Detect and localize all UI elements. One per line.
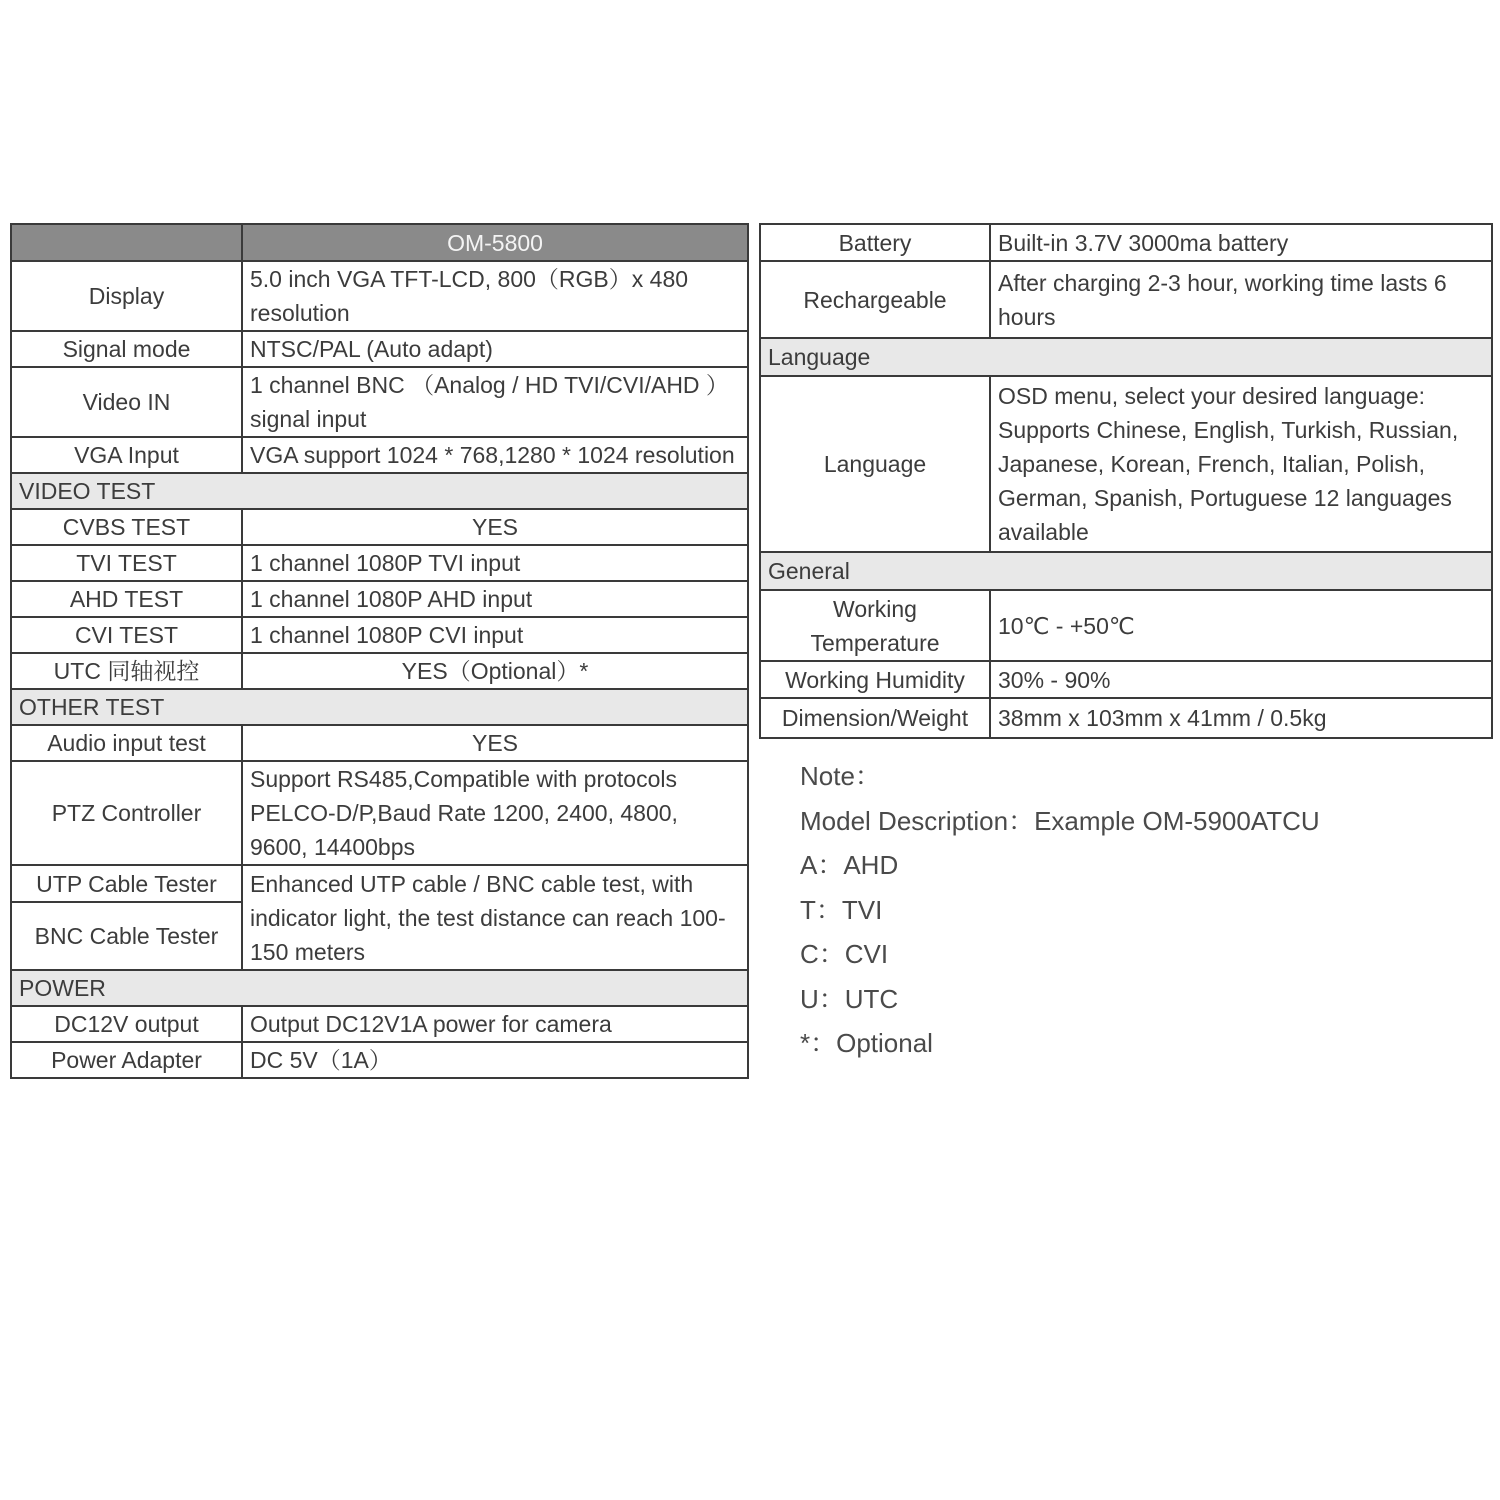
header-blank-cell bbox=[11, 224, 242, 261]
row-label: Dimension/Weight bbox=[760, 698, 990, 738]
note-item: U：UTC bbox=[800, 983, 899, 1014]
row-label: AHD TEST bbox=[11, 581, 242, 617]
row-label: DC12V output bbox=[11, 1006, 242, 1042]
row-label: BNC Cable Tester bbox=[11, 902, 242, 970]
row-label: Language bbox=[760, 376, 990, 552]
row-value: NTSC/PAL (Auto adapt) bbox=[242, 331, 748, 367]
table-row bbox=[11, 653, 748, 689]
row-value: After charging 2-3 hour, working time lasts 6 hours bbox=[990, 261, 1492, 338]
spec-table-right bbox=[759, 223, 1493, 739]
row-label: UTC 同轴视控 bbox=[11, 653, 242, 689]
row-label: Battery bbox=[760, 224, 990, 261]
table-row bbox=[760, 261, 1492, 338]
row-label: Signal mode bbox=[11, 331, 242, 367]
row-value: Support RS485,Compatible with protocols PELCO-D/P,Baud Rate 1200, 2400, 4800, 9600, 14400bps bbox=[242, 761, 748, 865]
row-value: 1 channel 1080P CVI input bbox=[242, 617, 748, 653]
note-title: Note： bbox=[800, 761, 881, 791]
model-header: OM-5800 bbox=[242, 224, 748, 261]
row-value: Output DC12V1A power for camera bbox=[242, 1006, 748, 1042]
table-row bbox=[11, 1042, 748, 1078]
note-item: A：AHD bbox=[800, 850, 899, 880]
row-value: Built-in 3.7V 3000ma battery bbox=[990, 224, 1492, 261]
row-value: 1 channel BNC （Analog / HD TVI/CVI/AHD ）signal input bbox=[242, 367, 748, 437]
note-item: *：Optional bbox=[800, 1028, 933, 1058]
table-row bbox=[11, 545, 748, 581]
section-title-other-test: OTHER TEST bbox=[11, 689, 748, 725]
table-row bbox=[760, 698, 1492, 738]
row-label: CVI TEST bbox=[11, 617, 242, 653]
table-row bbox=[11, 261, 748, 331]
note-item: T：TVI bbox=[800, 894, 883, 925]
row-value: Enhanced UTP cable / BNC cable test, with indicator light, the test distance can reach 100-150 meters bbox=[242, 865, 748, 970]
table-row bbox=[11, 761, 748, 865]
note-model-description: Model Description：Example OM-5900ATCU bbox=[800, 805, 1320, 836]
row-label: UTP Cable Tester bbox=[11, 865, 242, 902]
table-row bbox=[11, 1006, 748, 1042]
row-value: OSD menu, select your desired language: Supports Chinese, English, Turkish, Russian, Japanese, Korean, French, Italian, Polish, German, Spanish, Portuguese 12 languages available bbox=[990, 376, 1492, 552]
section-title-general: General bbox=[760, 552, 1492, 590]
table-row bbox=[11, 581, 748, 617]
row-label: Power Adapter bbox=[11, 1042, 242, 1078]
row-value: DC 5V（1A） bbox=[242, 1042, 748, 1078]
row-label: Display bbox=[11, 261, 242, 331]
section-row bbox=[11, 970, 748, 1006]
table-row bbox=[760, 661, 1492, 698]
table-row bbox=[11, 509, 748, 545]
row-value: 1 channel 1080P TVI input bbox=[242, 545, 748, 581]
spec-table-left bbox=[10, 223, 749, 1079]
table-row bbox=[11, 865, 748, 902]
row-value: 10℃ - +50℃ bbox=[990, 590, 1492, 661]
row-value: YES bbox=[242, 725, 748, 761]
row-value: VGA support 1024 * 768,1280 * 1024 resolution bbox=[242, 437, 748, 473]
section-title-video-test: VIDEO TEST bbox=[11, 473, 748, 509]
row-value: YES bbox=[242, 509, 748, 545]
row-value: 1 channel 1080P AHD input bbox=[242, 581, 748, 617]
row-label: Working Temperature bbox=[760, 590, 990, 661]
table-row bbox=[760, 376, 1492, 552]
table-header-row bbox=[11, 224, 748, 261]
table-row bbox=[11, 725, 748, 761]
note-item: C：CVI bbox=[800, 939, 889, 969]
table-row bbox=[11, 331, 748, 367]
row-label: Audio input test bbox=[11, 725, 242, 761]
row-label: Rechargeable bbox=[760, 261, 990, 338]
row-value: 5.0 inch VGA TFT-LCD, 800（RGB）x 480 resolution bbox=[242, 261, 748, 331]
section-row bbox=[760, 338, 1492, 376]
section-row bbox=[11, 689, 748, 725]
section-title-language: Language bbox=[760, 338, 1492, 376]
model-notes bbox=[800, 757, 1320, 1069]
section-row bbox=[11, 473, 748, 509]
table-row bbox=[760, 224, 1492, 261]
table-row bbox=[11, 367, 748, 437]
table-row bbox=[11, 617, 748, 653]
row-label: CVBS TEST bbox=[11, 509, 242, 545]
row-value: 38mm x 103mm x 41mm / 0.5kg bbox=[990, 698, 1492, 738]
section-title-power: POWER bbox=[11, 970, 748, 1006]
row-label: PTZ Controller bbox=[11, 761, 242, 865]
row-label: TVI TEST bbox=[11, 545, 242, 581]
row-value: 30% - 90% bbox=[990, 661, 1492, 698]
row-label: VGA Input bbox=[11, 437, 242, 473]
row-label: Video IN bbox=[11, 367, 242, 437]
table-row bbox=[760, 590, 1492, 661]
row-label: Working Humidity bbox=[760, 661, 990, 698]
table-row bbox=[11, 437, 748, 473]
row-value: YES（Optional）* bbox=[242, 653, 748, 689]
section-row bbox=[760, 552, 1492, 590]
